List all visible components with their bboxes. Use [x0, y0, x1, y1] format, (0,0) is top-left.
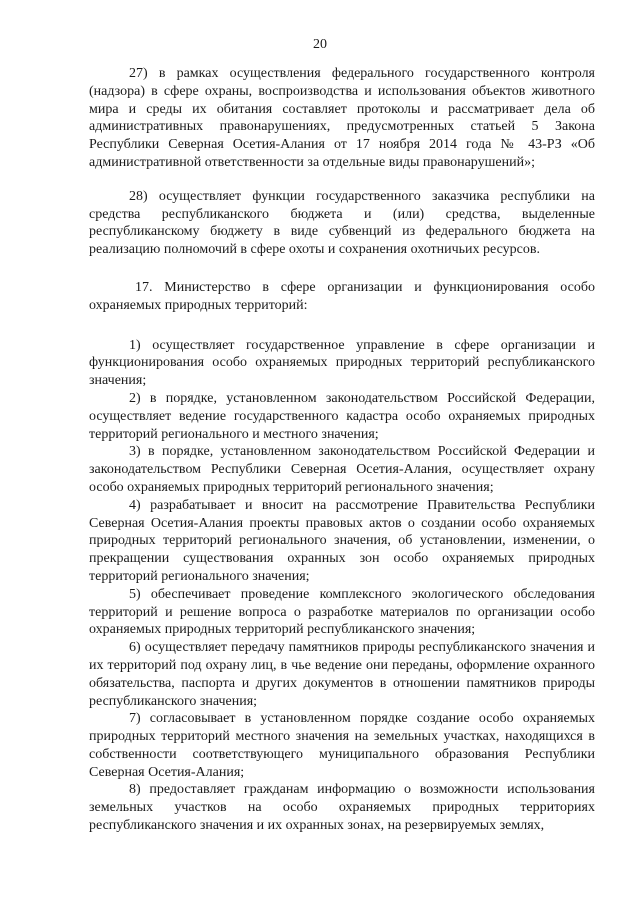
list-item: 5) обеспечивает проведение комплексного экологического обследования территорий и решение вопроса о разработке материалов по организации особо охраняемых природных территорий республиканского значения; [89, 586, 595, 638]
paragraph-item-28: 28) осуществляет функции государственного заказчика республики на средства республиканского бюджета и (или) средства, выделенные республиканскому бюджету в виде субвенций из федерального бюджета на реализацию полномочий в сфере охоты и сохранения охотничьих ресурсов. [89, 188, 595, 258]
list-item: 7) согласовывает в установленном порядке создание особо охраняемых природных территорий местного значения на земельных участках, находящихся в собственности соответствующего муниципального образования Республики Северная Осетия-Алания; [89, 711, 595, 780]
paragraph-item-27: 27) в рамках осуществления федерального государственного контроля (надзора) в сфере охраны, воспроизводства и использования объектов животного мира и среды их обитания составляет протоколы и рассматривает дела об административных правонарушениях, предусмотренных статьей 5 Закона Республики Северная Осетия-Алания от 17 ноября 2014 года № 43-РЗ «Об административной ответственности за отдельные виды правонарушений»; [89, 66, 595, 170]
section-heading-17: 17. Министерство в сфере организации и функционирования особо охраняемых природных территорий: [89, 279, 595, 313]
list-item: 4) разрабатывает и вносит на рассмотрение Правительства Республики Северная Осетия-Алания проекты правовых актов о создании особо охраняемых природных территорий регионального значения, об установлении, изменении, о прекращении существования охранных зон особо охраняемых природных территорий регионального значения; [89, 497, 595, 584]
list-item: 1) осуществляет государственное управление в сфере организации и функционирования особо охраняемых природных территорий республиканского значения; [89, 337, 595, 389]
list-item: 8) предоставляет гражданам информацию о возможности использования земельных участков на особо охраняемых природных территориях республиканского значения и их охранных зонах, на резервируемых землях, [89, 782, 595, 834]
list-item: 2) в порядке, установленном законодательством Российской Федерации, осуществляет ведение государственного кадастра особо охраняемых природных территорий регионального и местного значения; [89, 390, 595, 442]
page-content [89, 65, 595, 835]
page-number: 20 [313, 37, 327, 52]
list-item: 3) в порядке, установленном законодательством Российской Федерации и законодательством Республики Северная Осетия-Алания, осуществляет охрану особо охраняемых природных территорий регионального значения; [89, 444, 595, 495]
list-item: 6) осуществляет передачу памятников природы республиканского значения и их территорий под охрану лиц, в чье ведение они переданы, оформление охранного обязательства, паспорта и других документов в отношении памятников природы республиканского значения; [89, 640, 595, 709]
